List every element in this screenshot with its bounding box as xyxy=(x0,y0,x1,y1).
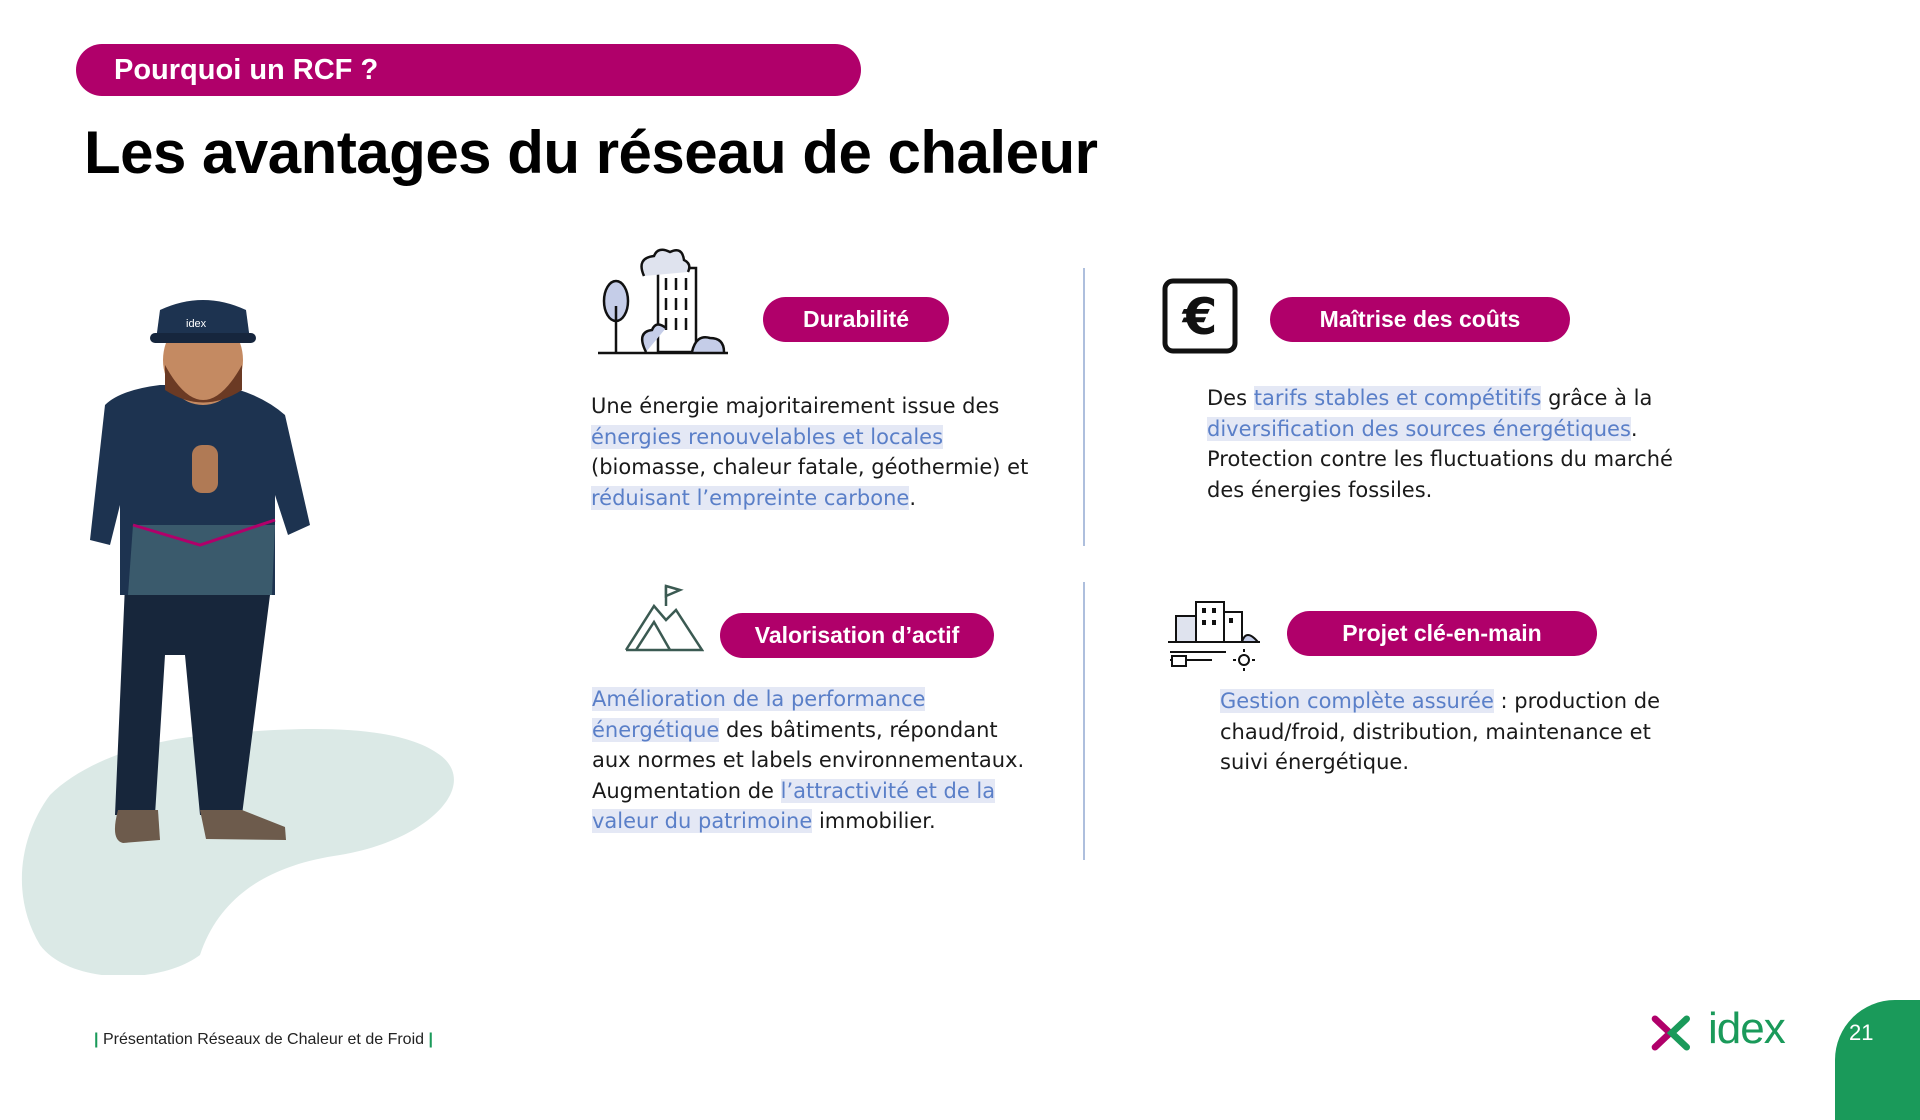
actif-highlight-1: Amélioration de la performance énergétique xyxy=(592,687,926,742)
idex-logo-text: idex xyxy=(1708,1004,1785,1053)
euro-icon xyxy=(1162,278,1238,354)
couts-text-1: Des xyxy=(1207,386,1254,410)
footer-text: Présentation Réseaux de Chaleur et de Froid xyxy=(102,1031,425,1048)
actif-text-3: immobilier. xyxy=(812,809,936,833)
projet-pill: Projet clé-en-main xyxy=(1287,611,1597,656)
footer-sep-left: | xyxy=(94,1031,99,1048)
actif-text xyxy=(592,684,1032,837)
divider-top xyxy=(1083,268,1085,546)
durabilite-text-3: . xyxy=(909,485,917,510)
mountain-flag-icon xyxy=(624,584,704,652)
technician-mascot-icon xyxy=(10,295,460,975)
actif-text-1: des bâtiments, répondant aux normes et labels environnementaux. xyxy=(592,717,1025,772)
couts-pill: Maîtrise des coûts xyxy=(1270,297,1570,342)
durabilite-pill: Durabilité xyxy=(763,297,949,342)
actif-text-2: Augmentation de xyxy=(592,778,781,803)
durabilite-text-2: (biomasse, chaleur fatale, géothermie) et xyxy=(591,455,1029,479)
projet-highlight-1: Gestion complète assurée xyxy=(1220,689,1494,713)
couts-highlight-1: tarifs stables et compétitifs xyxy=(1253,386,1542,410)
durabilite-text xyxy=(591,391,1061,513)
durabilite-highlight-1: énergies renouvelables et locales xyxy=(591,424,944,449)
page-badge xyxy=(1835,1000,1920,1120)
district-network-icon xyxy=(1166,598,1262,672)
durabilite-highlight-2: réduisant l’empreinte carbone xyxy=(591,485,910,510)
footer-sep-right: | xyxy=(428,1031,433,1048)
couts-text-2: grâce à la xyxy=(1541,386,1653,410)
projet-text-1: : production de chaud/froid, distribution, maintenance et suivi énergétique. xyxy=(1220,689,1660,774)
divider-bottom xyxy=(1083,582,1085,860)
actif-pill: Valorisation d’actif xyxy=(720,613,994,658)
page-number: 21 xyxy=(1849,1020,1874,1045)
city-tree-icon xyxy=(596,246,730,358)
projet-text xyxy=(1220,686,1680,778)
couts-text xyxy=(1207,383,1677,505)
idex-logo-icon xyxy=(1650,1010,1700,1056)
page-title: Les avantages du réseau de chaleur xyxy=(84,119,1098,186)
section-tag: Pourquoi un RCF ? xyxy=(76,44,861,96)
footer-caption xyxy=(94,1031,433,1049)
couts-text-3: . Protection contre les fluctuations du marché des énergies fossiles. xyxy=(1207,416,1673,502)
actif-highlight-2: l’attractivité et de la valeur du patrimoine xyxy=(592,778,996,833)
durabilite-text-1: Une énergie majoritairement issue des xyxy=(591,394,1000,418)
svg-text:€: € xyxy=(1182,288,1218,346)
couts-highlight-2: diversification des sources énergétiques xyxy=(1207,416,1631,441)
svg-text:idex: idex xyxy=(186,318,207,330)
